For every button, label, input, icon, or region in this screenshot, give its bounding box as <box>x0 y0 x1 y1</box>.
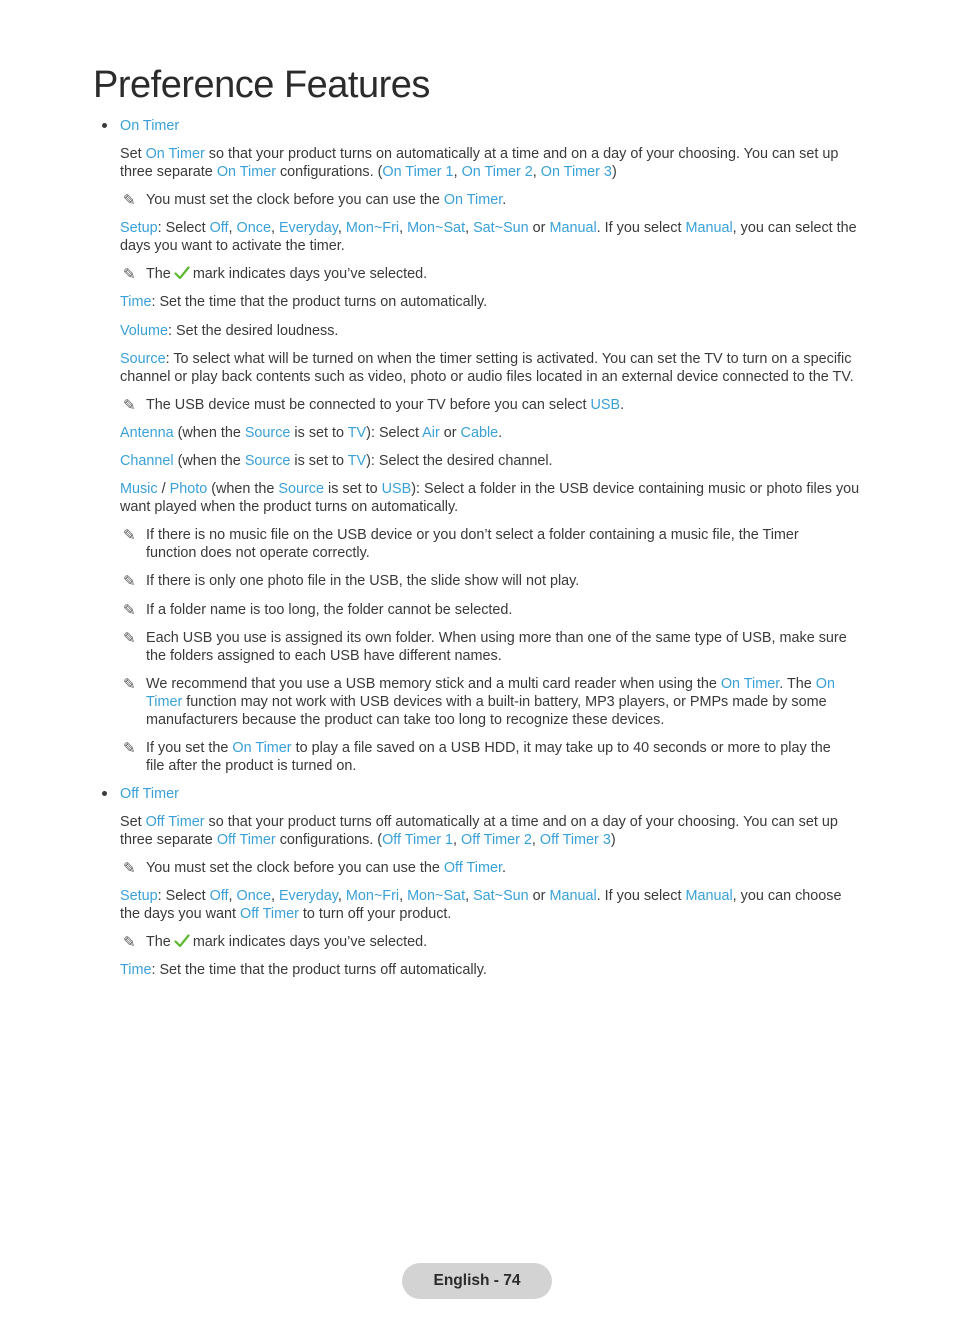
text-line <box>146 601 512 619</box>
text-line <box>146 629 847 647</box>
text-run: want played when the product turns on automatically. <box>120 499 459 515</box>
ui-term: Timer <box>146 694 183 710</box>
text-run: , <box>228 888 237 904</box>
ui-term: On Timer 1 <box>382 164 454 180</box>
text-run: channel or play back contents such as video, photo or audio files located in an external device connected to the TV. <box>120 369 854 385</box>
text-run: or <box>439 425 461 441</box>
text-run: function may not work with USB devices with a built-in battery, MP3 players, or PMPs made by some <box>182 694 827 710</box>
text-run: , <box>399 888 408 904</box>
text-run: file after the product is turned on. <box>146 758 357 774</box>
text-run: If you set the <box>146 740 233 756</box>
ui-term: On Timer <box>720 676 780 692</box>
ui-term: Manual <box>549 888 597 904</box>
text-run: is set to <box>290 453 348 469</box>
text-line <box>120 498 859 516</box>
ui-term: Mon~Fri <box>345 888 400 904</box>
text-run: , <box>337 888 346 904</box>
setup-description <box>120 219 857 255</box>
text-run: (when the <box>207 481 279 497</box>
text-run: We recommend that you use a USB memory stick and a multi card reader when using the <box>146 676 721 692</box>
text-run: the folders assigned to each USB have different names. <box>146 648 502 664</box>
text-run: , <box>531 832 540 848</box>
ui-term: On Timer <box>232 740 292 756</box>
ui-term: Manual <box>685 220 733 236</box>
pencil-note-icon: ✎ <box>123 675 136 693</box>
text-run: ) <box>611 164 617 180</box>
source-description <box>120 350 854 386</box>
ui-term: On Timer 2 <box>461 164 533 180</box>
ui-term: Source <box>244 453 291 469</box>
text-run: , <box>337 220 346 236</box>
note-usb-folder <box>146 629 847 665</box>
note-no-music-file <box>146 526 799 562</box>
text-run: : Select <box>157 220 210 236</box>
pencil-note-icon: ✎ <box>123 629 136 647</box>
ui-term: TV <box>347 453 367 469</box>
note-text-pre: The <box>146 266 171 282</box>
pencil-note-icon: ✎ <box>123 396 136 414</box>
ui-term: Off Timer <box>240 906 299 922</box>
text-run: , <box>453 164 462 180</box>
section-heading-off-timer: Off Timer <box>120 786 179 802</box>
ui-term: Off Timer <box>145 814 205 830</box>
text-run: You must set the clock before you can use the <box>146 192 444 208</box>
pencil-note-icon: ✎ <box>123 933 136 951</box>
note-usb-hdd <box>146 739 831 775</box>
ui-term: Time <box>120 962 152 978</box>
note-check-mark-off <box>146 933 427 951</box>
text-line <box>120 219 857 237</box>
ui-term: Source <box>244 425 291 441</box>
antenna-description <box>120 424 502 442</box>
note-one-photo <box>146 572 579 590</box>
text-line <box>120 368 854 386</box>
bullet-dot <box>102 791 107 796</box>
text-run: the days you want <box>120 906 240 922</box>
text-run: to turn off your product. <box>298 906 452 922</box>
text-run: . If you select <box>596 220 686 236</box>
page-title: Preference Features <box>93 64 430 106</box>
text-run: The USB device must be connected to your TV before you can select <box>146 397 591 413</box>
text-run: ): Select a folder in the USB device containing music or photo files you <box>411 481 860 497</box>
ui-term: Off Timer 1 <box>382 832 454 848</box>
page-number-badge: English - 74 <box>402 1263 552 1299</box>
text-run: days you want to activate the timer. <box>120 238 345 254</box>
ui-term: Off <box>209 220 229 236</box>
text-line <box>146 526 799 544</box>
music-photo-description <box>120 480 859 516</box>
text-run: or <box>528 220 550 236</box>
note-clock-off <box>146 859 506 877</box>
text-run: , <box>465 888 474 904</box>
text-line <box>120 831 838 849</box>
note-usb-recommendation <box>146 675 835 729</box>
pencil-note-icon: ✎ <box>123 191 136 209</box>
time-description-off <box>120 961 487 979</box>
ui-term: Source <box>278 481 325 497</box>
text-line <box>120 452 553 470</box>
text-run: to play a file saved on a USB HDD, it may take up to 40 seconds or more to play the <box>291 740 831 756</box>
note-check-mark <box>146 265 427 283</box>
pencil-note-icon: ✎ <box>123 739 136 757</box>
pencil-note-icon: ✎ <box>123 572 136 590</box>
ui-term: TV <box>347 425 367 441</box>
text-run: , <box>532 164 541 180</box>
text-line <box>120 322 338 340</box>
ui-term: Once <box>236 888 271 904</box>
ui-term: Manual <box>685 888 733 904</box>
text-run: : Select <box>157 888 210 904</box>
text-line <box>146 739 831 757</box>
checkmark-icon <box>174 266 190 280</box>
text-line <box>146 544 799 562</box>
note-usb-connected <box>146 396 624 414</box>
note-text-pre: The <box>146 934 171 950</box>
ui-term: Off <box>209 888 229 904</box>
text-line <box>146 396 624 414</box>
text-run: so that your product turns on automatically at a time and on a day of your choosing. You can set up <box>204 146 839 162</box>
note-text-post: mark indicates days you’ve selected. <box>192 934 428 950</box>
section-heading-on-timer: On Timer <box>120 118 180 134</box>
text-run: configurations. ( <box>275 832 383 848</box>
text-run: / <box>157 481 170 497</box>
text-run: : Set the desired loudness. <box>168 323 339 339</box>
ui-term: Sat~Sun <box>473 888 529 904</box>
text-run: Each USB you use is assigned its own folder. When using more than one of the same type of USB, make sure <box>146 630 847 646</box>
text-line <box>146 859 506 877</box>
text-line <box>120 163 838 181</box>
text-run: is set to <box>290 425 348 441</box>
text-run: , <box>270 888 279 904</box>
pencil-note-icon: ✎ <box>123 265 136 283</box>
text-line <box>120 887 841 905</box>
ui-term: Mon~Sat <box>407 220 466 236</box>
text-run: : Set the time that the product turns on automatically. <box>151 294 488 310</box>
text-line <box>120 350 854 368</box>
text-line <box>146 647 847 665</box>
ui-term: USB <box>590 397 621 413</box>
ui-term: Antenna <box>120 425 174 441</box>
text-run: . <box>502 192 507 208</box>
ui-term: Time <box>120 294 152 310</box>
ui-term: Off Timer <box>443 860 502 876</box>
pencil-note-icon: ✎ <box>123 859 136 877</box>
ui-term: On Timer <box>443 192 503 208</box>
text-run: , <box>453 832 462 848</box>
checkmark-icon <box>174 934 190 948</box>
text-run: : To select what will be turned on when the timer setting is activated. You can set the TV to turn on a specific <box>165 351 852 367</box>
ui-term: Manual <box>549 220 597 236</box>
ui-term: Air <box>422 425 440 441</box>
ui-term: Mon~Sat <box>407 888 466 904</box>
volume-description <box>120 322 338 340</box>
text-line <box>120 480 859 498</box>
text-line <box>146 191 506 209</box>
ui-term: Off Timer <box>216 832 276 848</box>
text-run: . The <box>779 676 816 692</box>
text-run: Set <box>120 146 146 162</box>
ui-term: Photo <box>169 481 208 497</box>
ui-term: Off Timer 2 <box>461 832 532 848</box>
ui-term: On Timer <box>216 164 276 180</box>
text-line <box>146 675 835 693</box>
ui-term: On Timer <box>145 146 205 162</box>
text-line <box>146 693 835 711</box>
ui-term: USB <box>381 481 412 497</box>
text-run: or <box>528 888 550 904</box>
text-line <box>120 905 841 923</box>
text-line <box>120 424 502 442</box>
text-run: (when the <box>173 453 245 469</box>
text-run: ): Select the desired channel. <box>366 453 553 469</box>
ui-term: Everyday <box>278 888 338 904</box>
ui-term: Source <box>120 351 166 367</box>
text-line <box>146 711 835 729</box>
text-run: manufacturers because the product can take too long to recognize these devices. <box>146 712 665 728</box>
ui-term: Cable <box>460 425 499 441</box>
text-run: , <box>465 220 474 236</box>
text-run: , <box>228 220 237 236</box>
text-line <box>146 757 831 775</box>
ui-term: Off Timer 3 <box>539 832 611 848</box>
text-run: so that your product turns off automatically at a time and on a day of your choosing. You can set up <box>204 814 838 830</box>
ui-term: Sat~Sun <box>473 220 529 236</box>
text-run: If a folder name is too long, the folder cannot be selected. <box>146 602 513 618</box>
text-line <box>120 145 838 163</box>
text-run: If there is only one photo file in the USB, the slide show will not play. <box>146 573 580 589</box>
text-run: ) <box>610 832 616 848</box>
text-run: . <box>498 425 503 441</box>
text-run: three separate <box>120 832 217 848</box>
ui-term: Everyday <box>278 220 338 236</box>
ui-term: On <box>815 676 835 692</box>
ui-term: Mon~Fri <box>345 220 400 236</box>
ui-term: Once <box>236 220 271 236</box>
text-run: configurations. ( <box>275 164 383 180</box>
text-run: , <box>399 220 408 236</box>
text-run: , you can select the <box>732 220 857 236</box>
ui-term: Volume <box>120 323 168 339</box>
off-timer-intro <box>120 813 838 849</box>
note-folder-name <box>146 601 512 619</box>
text-run: ): Select <box>366 425 423 441</box>
text-run: , <box>270 220 279 236</box>
text-line <box>120 961 487 979</box>
ui-term: Setup <box>120 888 158 904</box>
text-run: function does not operate correctly. <box>146 545 370 561</box>
ui-term: Setup <box>120 220 158 236</box>
text-line <box>120 237 857 255</box>
ui-term: Channel <box>120 453 174 469</box>
text-run: , you can choose <box>732 888 842 904</box>
pencil-note-icon: ✎ <box>123 601 136 619</box>
ui-term: Music <box>120 481 158 497</box>
text-line <box>120 293 487 311</box>
text-line <box>146 572 579 590</box>
note-clock <box>146 191 506 209</box>
text-run: You must set the clock before you can use the <box>146 860 444 876</box>
text-line <box>120 813 838 831</box>
text-run: is set to <box>324 481 382 497</box>
note-text-post: mark indicates days you’ve selected. <box>192 266 428 282</box>
text-run: . <box>501 860 506 876</box>
text-run: (when the <box>173 425 245 441</box>
text-run: Set <box>120 814 146 830</box>
channel-description <box>120 452 553 470</box>
text-run: If there is no music file on the USB device or you don’t select a folder containing a music file, the Timer <box>146 527 799 543</box>
text-run: three separate <box>120 164 217 180</box>
time-description <box>120 293 487 311</box>
setup-description-off <box>120 887 841 923</box>
bullet-dot <box>102 123 107 128</box>
text-run: . If you select <box>596 888 686 904</box>
pencil-note-icon: ✎ <box>123 526 136 544</box>
ui-term: On Timer 3 <box>540 164 612 180</box>
text-run: : Set the time that the product turns off automatically. <box>151 962 487 978</box>
on-timer-intro <box>120 145 838 181</box>
text-run: . <box>620 397 625 413</box>
